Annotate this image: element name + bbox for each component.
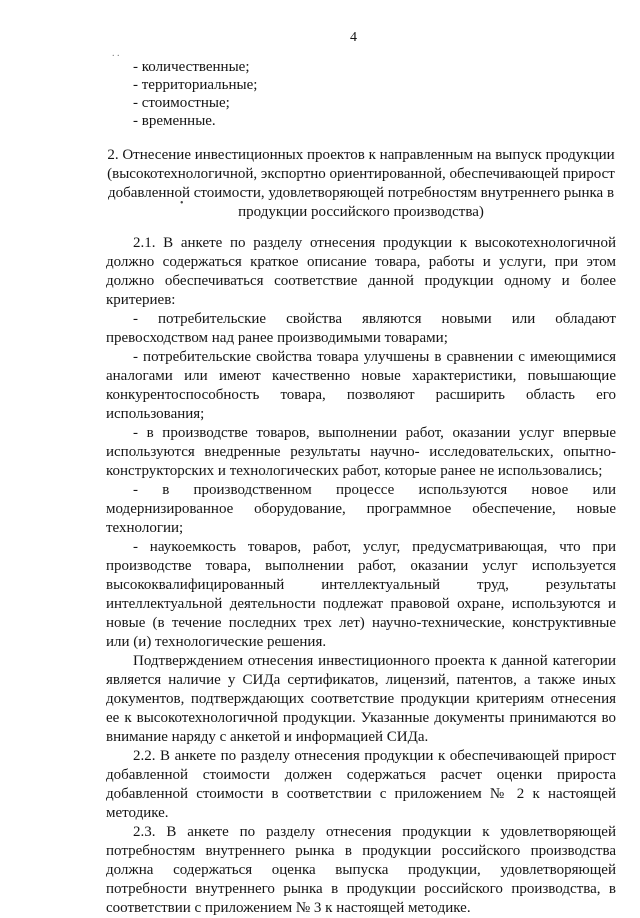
list-item: - временные. <box>133 113 216 129</box>
scan-artifact: . . <box>112 48 120 59</box>
paragraph: - наукоемкость товаров, работ, услуг, предусматривающая, что при производстве товара, выполнении работ, оказании услуг используется высококвалифицированный интеллектуальный труд, результаты интеллектуальной деятельности подлежат правовой охране, используются и новые (в течение последних трех лет) научно-технические, конструктивные или (и) технологические решения. <box>106 539 616 650</box>
paragraph: 2.3. В анкете по разделу отнесения продукции к удовлетворяющей потребностям внутреннего рынка в продукции российского производства должна содержаться оценка выпуска продукции, удовлетворяющей потребности внутреннего рынка в продукции российского производства, в соответствии с приложением № 3 к настоящей методике. <box>106 824 616 916</box>
scan-artifact: • <box>180 198 184 209</box>
page-number: 4 <box>350 30 357 45</box>
list-item: - количественные; <box>133 59 250 75</box>
body-text <box>106 234 616 918</box>
list-item: - стоимостные; <box>133 95 230 111</box>
paragraph: - в производстве товаров, выполнении работ, оказании услуг впервые используются внедренные результаты научно- исследовательских, опытно-конструкторских и технологических работ, которые ранее не использовались; <box>106 425 616 479</box>
paragraph: - в производственном процессе используются новое или модернизированное оборудование, программное обеспечение, новые технологии; <box>106 482 616 536</box>
paragraph: - потребительские свойства являются новыми или обладают превосходством над ранее производимыми товарами; <box>106 311 616 346</box>
paragraph: 2.1. В анкете по разделу отнесения продукции к высокотехнологичной должно содержаться краткое описание товара, работы и услуги, при этом должно обеспечиваться соответствие данной продукции одному и более критериев: <box>106 235 616 308</box>
paragraph: 2.2. В анкете по разделу отнесения продукции к обеспечивающей прирост добавленной стоимости должен содержаться расчет оценки прироста добавленной стоимости в соответствии с приложением № 2 к настоящей методике. <box>106 748 616 821</box>
paragraph: Подтверждением отнесения инвестиционного проекта к данной категории является наличие у СИДа сертификатов, лицензий, патентов, а также иных документов, подтверждающих соответствие продукции критериям отнесения ее к высокотехнологичной продукции. Указанные документы принимаются во внимание наряду с анкетой и информацией СИДа. <box>106 653 616 745</box>
paragraph: - потребительские свойства товара улучшены в сравнении с имеющимися аналогами или имеют качественно новые характеристики, повышающие конкурентоспособность товара, позволяют расширить область его использования; <box>106 349 616 422</box>
list-item: - территориальные; <box>133 77 258 93</box>
criteria-list <box>133 58 257 130</box>
section-title: 2. Отнесение инвестиционных проектов к направленным на выпуск продукции (высокотехнологичной, экспортно ориентированной, обеспечивающей прирост добавленной стоимости, удовлетворяющей потребностям внутреннего рынка в продукции российского производства) <box>107 147 615 220</box>
